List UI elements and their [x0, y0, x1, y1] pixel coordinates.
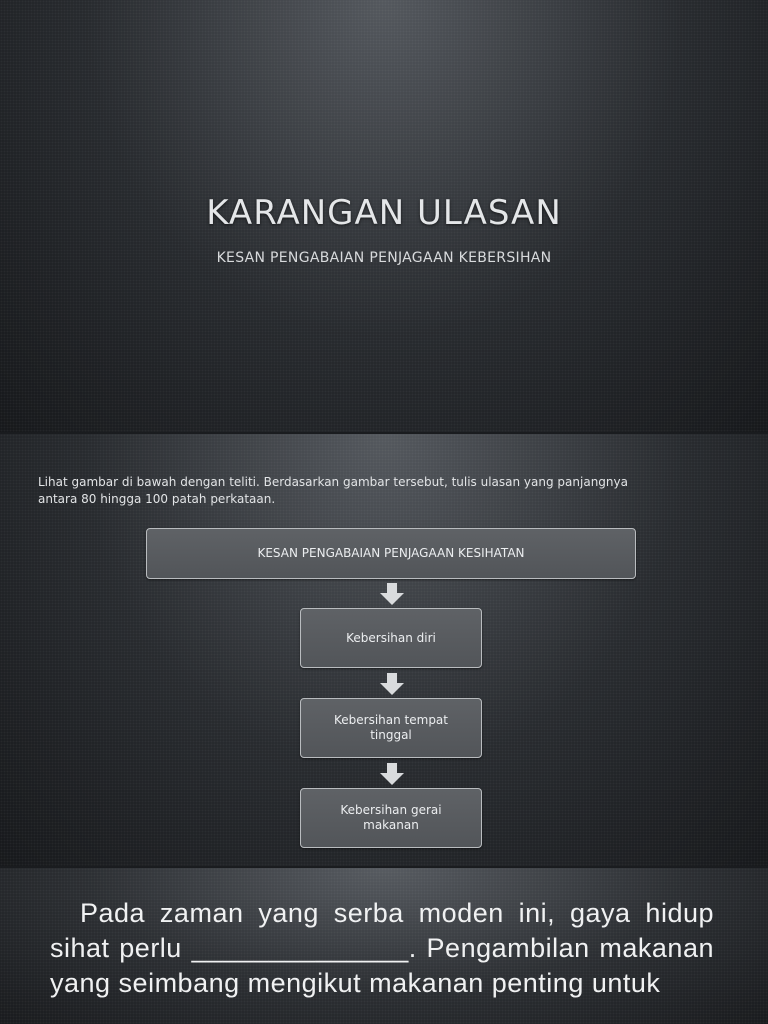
flowchart-step-label: Kebersihan diri — [346, 630, 436, 645]
down-arrow-icon — [380, 763, 404, 785]
flowchart-main-box — [146, 528, 636, 579]
slide-title: KARANGAN ULASAN — [206, 193, 562, 233]
flowchart-step-box — [300, 788, 482, 848]
instruction-slide — [0, 434, 768, 866]
down-arrow-icon — [380, 673, 404, 695]
flowchart-step-box — [300, 608, 482, 668]
essay-text: Pada zaman yang serba moden ini, gaya hidup sihat perlu ______________. Pengambilan makanan yang seimbang mengikut makanan penting untuk — [50, 898, 714, 998]
flowchart-step-label: Kebersihan gerai makanan — [340, 803, 442, 832]
flowchart-main-label: KESAN PENGABAIAN PENJAGAAN KESIHATAN — [257, 546, 525, 560]
instruction-text: Lihat gambar di bawah dengan teliti. Berdasarkan gambar tersebut, tulis ulasan yang panjangnya antara 80 hingga 100 patah perkataan. — [38, 475, 628, 506]
flowchart-step-box — [300, 698, 482, 758]
essay-slide — [0, 868, 768, 1024]
title-slide — [0, 0, 768, 432]
flowchart-step-label: Kebersihan tempat tinggal — [333, 713, 448, 742]
down-arrow-icon — [380, 583, 404, 605]
slide-subtitle: KESAN PENGABAIAN PENJAGAAN KEBERSIHAN — [216, 250, 552, 266]
